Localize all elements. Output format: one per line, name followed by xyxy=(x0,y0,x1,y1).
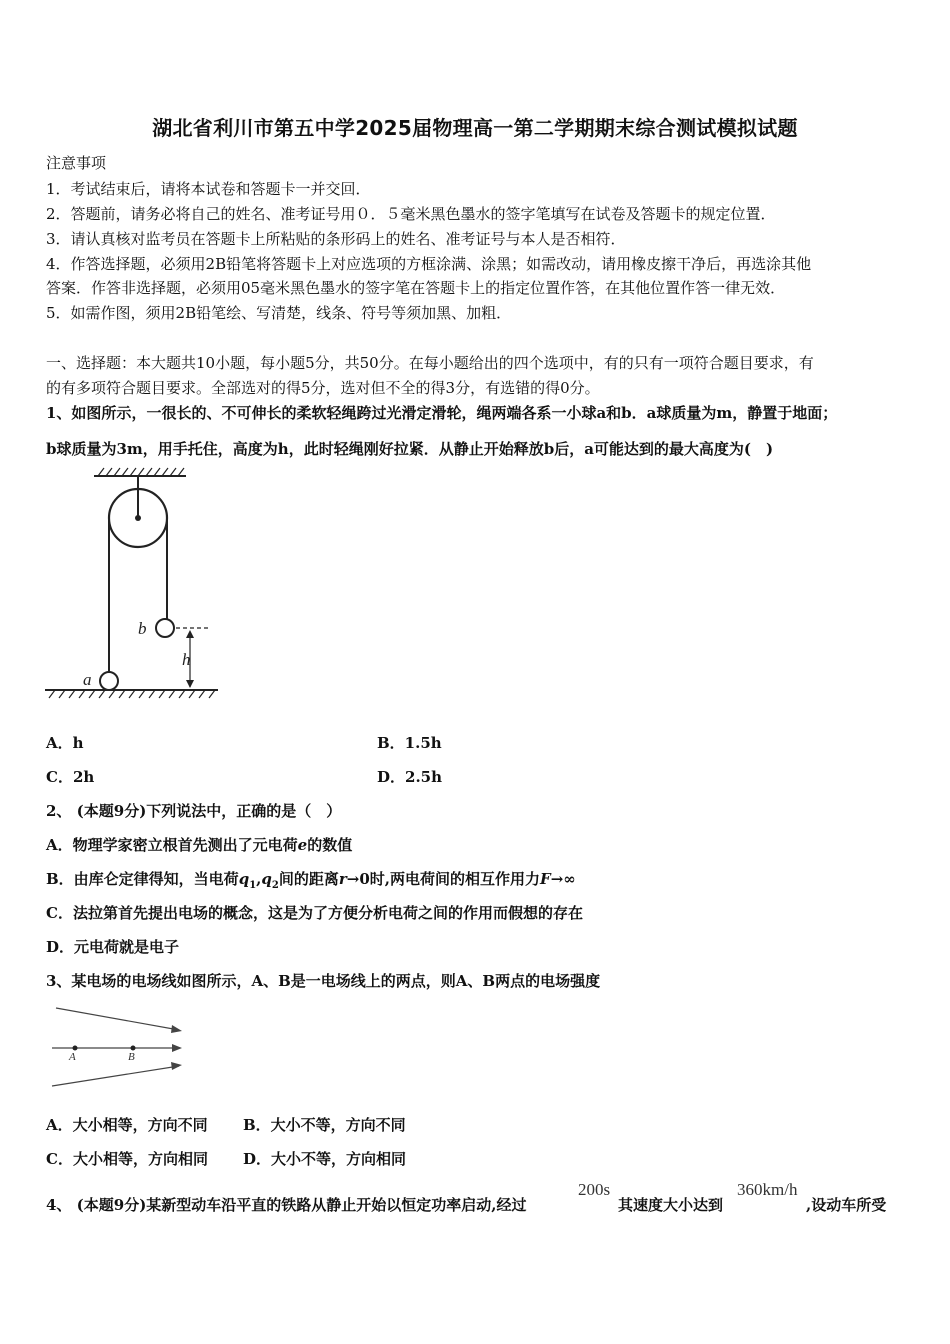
q4-stem-mid: 其速度大小达到 xyxy=(618,1196,724,1214)
q2-option-a: A．物理学家密立根首先测出了元电荷e的数值 xyxy=(46,836,353,854)
section-heading: 一、选择题：本大题共10小题，每小题5分，共50分。在每小题给出的四个选项中，有的只有一项符合题目要求，有 xyxy=(46,354,814,372)
q3-stem: 3、某电场的电场线如图所示，A、B是一电场线上的两点，则A、B两点的电场强度 xyxy=(46,972,601,990)
notice-heading: 注意事项 xyxy=(46,154,107,172)
pulley-figure xyxy=(40,462,225,707)
section-heading-cont: 的有多项符合题目要求。全部选对的得5分，选对但不全的得3分，有选错的得0分。 xyxy=(46,379,600,397)
q4-time: 200s xyxy=(578,1180,611,1199)
page-title: 湖北省利川市第五中学2025届物理高一第二学期期末综合测试模拟试题 xyxy=(152,116,798,140)
notice-item: 4．作答选择题，必须用2B铅笔将答题卡上对应选项的方框涂满、涂黑；如需改动，请用橡皮擦干净后，再选涂其他 xyxy=(46,255,812,273)
point-b-label: B xyxy=(128,1051,135,1063)
q2-stem: 2、 (本题9分)下列说法中，正确的是（ ） xyxy=(46,802,342,820)
notice-item: 答案．作答非选择题，必须用05毫米黑色墨水的签字笔在答题卡上的指定位置作答，在其他位置作答一律无效． xyxy=(46,279,786,297)
q3-option-b: B．大小不等，方向不同 xyxy=(243,1116,406,1134)
q1-option-b: B．1.5h xyxy=(377,734,442,752)
q2-option-b: B．由库仑定律得知，当电荷$q_1,q_2$间的距离r→0时,两电荷间的相互作用力F→∞ xyxy=(46,870,576,891)
label-b: b xyxy=(138,619,147,638)
notice-item: 1．考试结束后，请将本试卷和答题卡一并交回． xyxy=(46,180,371,198)
q3-option-c: C．大小相等，方向相同 xyxy=(46,1150,208,1168)
q3-option-d: D．大小不等，方向相同 xyxy=(243,1150,407,1168)
notice-item: 2．答题前，请务必将自己的姓名、准考证号用０．５毫米黑色墨水的签字笔填写在试卷及答题卡的规定位置． xyxy=(46,205,776,223)
q1-stem: 1、如图所示，一很长的、不可伸长的柔软轻绳跨过光滑定滑轮，绳两端各系一小球a和b．a球质量为m，静置于地面； xyxy=(46,404,838,422)
q1-option-c: C．2h xyxy=(46,768,95,786)
q3-option-a: A．大小相等，方向不同 xyxy=(46,1116,208,1134)
notice-item: 5．如需作图，须用2B铅笔绘、写清楚，线条、符号等须加黑、加粗． xyxy=(46,304,512,322)
label-h: h xyxy=(182,650,191,669)
q1-option-d: D．2.5h xyxy=(377,768,443,786)
q4-speed: 360km/h xyxy=(737,1180,798,1199)
q2-option-c: C．法拉第首先提出电场的概念，这是为了方便分析电荷之间的作用而假想的存在 xyxy=(46,904,583,922)
notice-item: 3．请认真核对监考员在答题卡上所粘贴的条形码上的姓名、准考证号与本人是否相符． xyxy=(46,230,626,248)
q1-option-a: A．h xyxy=(46,734,84,752)
q2-option-d: D．元电荷就是电子 xyxy=(46,938,180,956)
point-a-label: A xyxy=(69,1051,76,1063)
q4-stem-post: ,设动车所受 xyxy=(806,1196,887,1214)
q4-stem-pre: 4、 (本题9分)某新型动车沿平直的铁路从静止开始以恒定功率启动,经过 xyxy=(46,1196,527,1214)
q1-stem-cont: b球质量为3m，用手托住，高度为h，此时轻绳刚好拉紧．从静止开始释放b后，a可能达到的最大高度为( ) xyxy=(46,440,774,458)
label-a: a xyxy=(83,670,92,689)
field-lines-figure xyxy=(44,1000,189,1095)
